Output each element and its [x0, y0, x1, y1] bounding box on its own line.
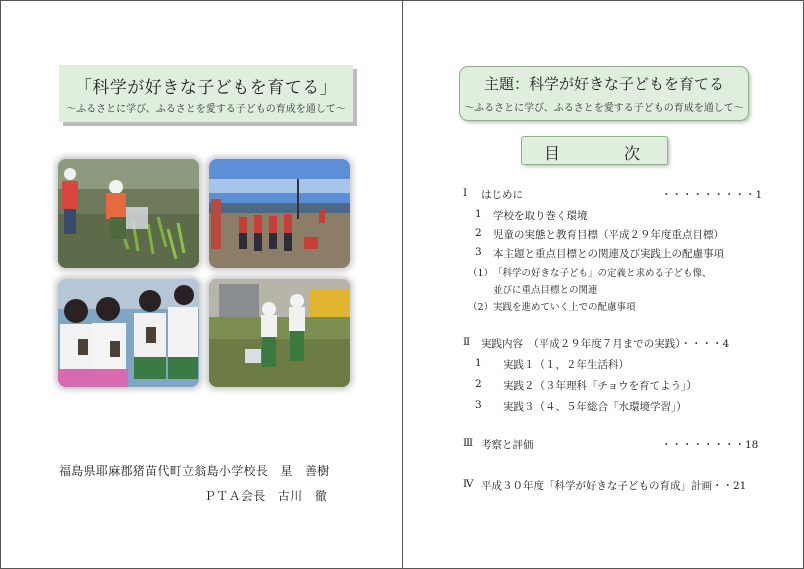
toc-entry: 本主題と重点目標との関連及び実践上の配慮事項	[493, 248, 724, 260]
theme-title: 主題：科学が好きな子どもを育てる	[483, 75, 724, 93]
toc-num: （2）	[468, 302, 494, 313]
toc-num: 3	[475, 246, 482, 258]
photo-children-cups	[58, 279, 199, 387]
toc-entry: 考察と評価	[481, 439, 534, 451]
cover-title-box	[59, 65, 353, 122]
toc-num: 2	[475, 227, 482, 239]
toc-num: 1	[475, 357, 482, 369]
cover-title: 「科学が好きな子どもを育てる」	[74, 78, 338, 98]
author-pta: ＰＴＡ会長 古川 徹	[204, 489, 328, 503]
photo-rice-paddy	[58, 159, 199, 268]
toc-entry: 実践２（３年理科「チョウを育てよう」）	[503, 380, 697, 392]
toc-entry: 学校を取り巻く環境	[493, 210, 588, 222]
toc-entry: 並びに重点目標との関連	[493, 285, 598, 296]
page-divider	[402, 1, 403, 568]
cover-subtitle: ～ふるさとに学び、ふるさとを愛する子どもの育成を通して～	[66, 104, 346, 115]
toc-entry: 実践内容 （平成２９年度７月までの実践）・・・・4	[481, 338, 730, 350]
toc-num: Ⅱ	[463, 336, 471, 348]
toc-num: 2	[475, 378, 482, 390]
toc-num: Ⅰ	[463, 187, 468, 199]
author-principal: 福島県耶麻郡猪苗代町立翁島小学校長 星 善樹	[59, 464, 330, 478]
toc-heading-char-1: 目	[544, 144, 561, 163]
theme-box	[459, 66, 749, 121]
toc-heading-box	[521, 136, 668, 165]
toc-num: Ⅲ	[463, 437, 474, 449]
theme-subtitle: ～ふるさとに学び、ふるさとを愛する子どもの育成を通して～	[464, 103, 744, 114]
toc-entry: 実践１（１，２年生活科）	[503, 359, 629, 371]
toc-entry: 児童の実態と教育目標（平成２９年度重点目標）	[493, 229, 724, 241]
toc-num: 1	[475, 208, 482, 220]
toc-entry: 「科学の好きな子ども」の定義と求める子ども像、	[493, 268, 712, 279]
toc-page-leader: ・・・・・・・・・1	[661, 189, 763, 201]
toc-num: （1）	[468, 268, 494, 279]
toc-entry: 実践を進めていく上での配慮事項	[493, 302, 636, 313]
toc-num: Ⅳ	[463, 478, 474, 490]
toc-entry: はじめに	[481, 189, 523, 201]
photo-field-work	[209, 279, 350, 387]
toc-page-leader: ・・・・・・・・18	[661, 439, 759, 451]
photo-lakeside	[209, 159, 350, 268]
toc-heading-char-2: 次	[624, 144, 641, 163]
toc-entry: 平成３０年度「科学が好きな子どもの育成」計画・・21	[481, 480, 747, 492]
toc-num: 3	[475, 399, 482, 411]
toc-entry: 実践３（４、５年総合「水環境学習」）	[503, 401, 687, 413]
